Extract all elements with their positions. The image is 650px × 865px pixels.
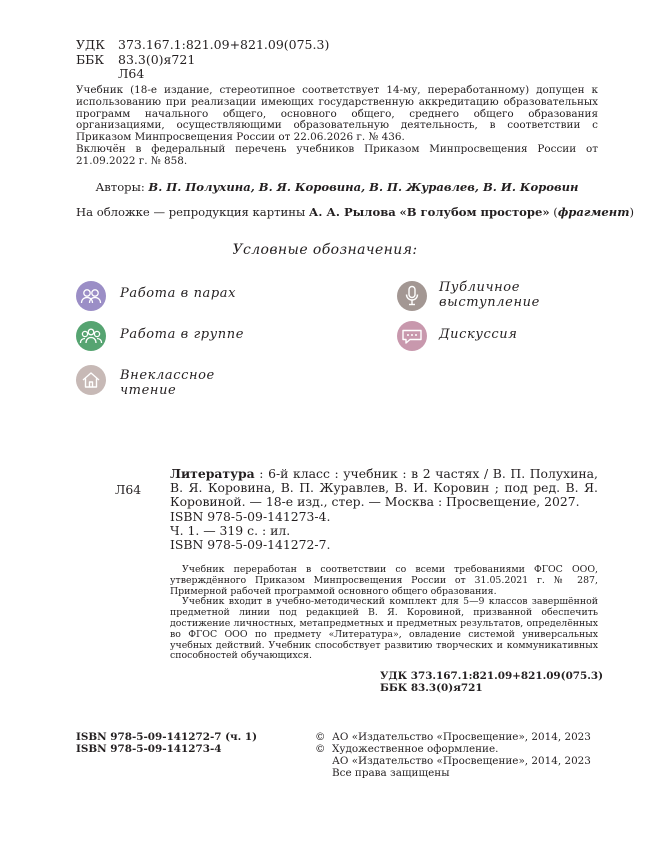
microphone-icon <box>397 281 427 311</box>
copyright-line: АО «Издательство «Просвещение», 2014, 2023 <box>332 755 591 767</box>
legend-item-public-speaking <box>397 281 427 311</box>
legend-label-group-work: Работа в группе <box>120 327 245 342</box>
catalog-code: Л64 <box>115 482 142 497</box>
copyright-line: Все права защищены <box>332 767 450 779</box>
group-work-icon <box>76 321 106 351</box>
federal-list-paragraph: Включён в федеральный перечень учебников Приказом Минпросвещения России от 21.09.2022 г. № 858. <box>76 142 598 167</box>
legend-label-extracurricular-reading: Внеклассное чтение <box>120 368 215 398</box>
authors-label: Авторы: <box>95 180 145 194</box>
isbn-set: ISBN 978-5-09-141273-4. <box>170 508 331 524</box>
legend-label-discussion: Дискуссия <box>439 327 518 342</box>
copyright-block <box>315 731 605 779</box>
author-mark-line: Л64 <box>118 66 145 81</box>
legend-item-group-work <box>76 321 106 351</box>
copyright-line: © Художественное оформление. <box>315 743 499 755</box>
isbn-part-1: ISBN 978-5-09-141272-7 (ч. 1) <box>76 731 258 743</box>
authors-names: В. П. Полухина, В. Я. Коровина, В. П. Журавлев, В. И. Коровин <box>148 180 579 194</box>
annotation <box>170 565 598 662</box>
catalog-classification <box>380 670 604 694</box>
isbn-part: ISBN 978-5-09-141272-7. <box>170 537 331 553</box>
legend-label-public-speaking: Публичное выступление <box>439 280 540 310</box>
legend-item-discussion <box>397 321 427 351</box>
cover-painting: «В голубом просторе» <box>399 205 550 219</box>
house-icon <box>76 365 106 395</box>
part-pages: Ч. 1. — 319 с. : ил. <box>170 522 291 538</box>
legend-title: Условные обозначения: <box>232 242 418 258</box>
legend-item-extracurricular-reading <box>76 365 106 395</box>
pair-work-icon <box>76 281 106 311</box>
isbn-list <box>76 731 257 755</box>
bibliographic-description: Литература : 6-й класс : учебник : в 2 частях / В. П. Полухина, В. Я. Коровина, В. П. Журавлев, В. И. Коровин ; под ред. В. Я. Коровиной. — 18-е изд., стер. — Москва : Просвещение, 2027. <box>170 466 598 510</box>
udk-header <box>76 38 329 82</box>
approval-notice <box>76 85 598 168</box>
cover-note-text: фрагмент <box>557 205 630 219</box>
cover-prefix: На обложке — репродукция картины <box>76 205 306 219</box>
book-title: Литература <box>170 466 255 481</box>
legend-label-pair-work: Работа в парах <box>120 286 237 301</box>
catalog-udk: УДК 373.167.1:821.09+821.09(075.3) <box>380 670 604 682</box>
udk-line: УДК 373.167.1:821.09+821.09(075.3) <box>76 37 330 52</box>
isbn-set-full: ISBN 978-5-09-141273-4 <box>76 743 222 755</box>
legend-item-pair-work <box>76 281 106 311</box>
cover-note-paren: (фрагмент) <box>553 205 635 219</box>
catalog-bbk: ББК 83.3(0)я721 <box>380 682 483 694</box>
bbk-line: ББК 83.3(0)я721 <box>76 51 196 67</box>
speech-bubble-icon <box>397 321 427 351</box>
cover-note <box>76 205 635 219</box>
catalog-card <box>170 467 598 552</box>
approval-paragraph: Учебник (18-е издание, стереотипное соответствует 14-му, переработанному) допущен к использованию при реализации имеющих государственную аккредитацию образовательных программ начального общего, основного общего, среднего общего образования организациями, осуществляющими образовательную деятельность, в соответствии с Приказом Минпросвещения России от 22.06.2026 г. № 436. <box>76 84 598 144</box>
annotation-paragraph-1: Учебник переработан в соответствии со всеми требованиями ФГОС ООО, утверждённого Приказом Минпросвещения России от 31.05.2021 г. № 287, Примерной рабочей программой основного общего образования. <box>170 564 598 597</box>
authors-line <box>76 180 598 194</box>
cover-artist: А. А. Рылова <box>308 205 396 219</box>
copyright-line: © АО «Издательство «Просвещение», 2014, 2023 <box>315 731 591 743</box>
annotation-paragraph-2: Учебник входит в учебно-методический комплект для 5—9 классов завершённой предметной линии под редакцией В. Я. Коровиной, призванной обеспечить достижение личностных, метапредметных и предметных результатов, определённых во ФГОС ООО по предмету «Литература», овладение системой универсальных учебных действий. Учебник способствует развитию творческих и коммуникативных способностей обучающихся. <box>170 596 598 662</box>
